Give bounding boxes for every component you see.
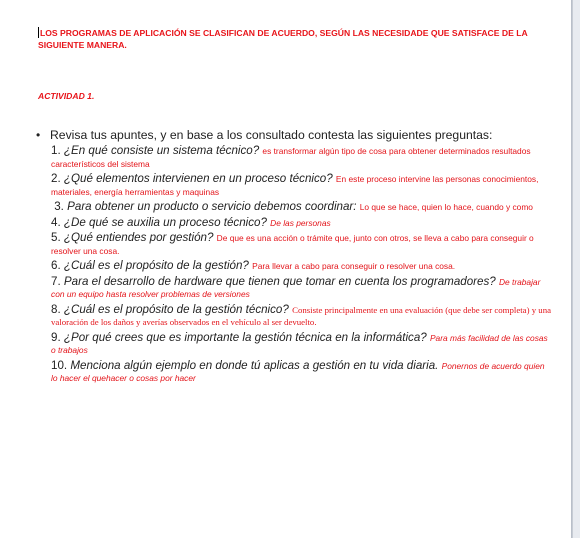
question-number: 7. (51, 274, 61, 288)
question-text: ¿Por qué crees que es importante la gestión técnica en la informática? (63, 330, 427, 344)
intro-paragraph (36, 128, 556, 143)
question-text: Para obtener un producto o servicio debemos coordinar: (67, 200, 357, 213)
question-item (51, 276, 551, 301)
question-number: 6. (51, 259, 61, 272)
question-item (51, 201, 551, 214)
question-number: 10. (51, 358, 68, 372)
question-text: ¿Cuál es el propósito de la gestión técnico? (63, 302, 289, 316)
question-list (51, 145, 551, 388)
bullet-icon: • (36, 128, 41, 142)
question-text: ¿Cuál es el propósito de la gestión? (63, 259, 249, 272)
question-item (51, 145, 551, 170)
answer-text: Para llevar a cabo para conseguir o resolver una cosa. (252, 261, 456, 271)
answer-text: es transformar algún tipo de cosa para obtener determinados resultados característicos del sistema (51, 146, 531, 169)
question-number: 3. (54, 200, 64, 213)
question-item (51, 360, 551, 385)
activity-title: ACTIVIDAD 1. (38, 91, 95, 101)
question-item (51, 332, 551, 357)
question-item (51, 232, 551, 257)
question-item (51, 304, 551, 329)
question-number: 2. (51, 172, 61, 185)
question-item (51, 173, 551, 198)
heading-text: LOS PROGRAMAS DE APLICACIÓN SE CLASIFICAN DE ACUERDO, SEGÚN LAS NECESIDADE QUE SATISFACE DE LA SIGUIENTE MANERA. (38, 28, 528, 50)
answer-text: En este proceso intervine las personas conocimientos, materiales, energía herramientas y maquinas (51, 174, 539, 197)
document-heading (38, 27, 528, 51)
question-text: ¿En qué consiste un sistema técnico? (63, 144, 260, 157)
answer-text: De las personas (270, 217, 331, 228)
answer-text: Ponernos de acuerdo quien lo hacer el quehacer o cosas por hacer (51, 360, 545, 383)
question-text: ¿Qué entiendes por gestión? (63, 231, 214, 244)
question-number: 9. (51, 330, 61, 344)
question-text: ¿De qué se auxilia un proceso técnico? (63, 215, 267, 229)
question-item (51, 260, 551, 273)
question-number: 4. (51, 215, 61, 229)
text-cursor (38, 27, 39, 38)
answer-text: De trabajar con un equipo hasta resolver problemas de versiones (51, 276, 541, 299)
question-text: ¿Qué elementos intervienen en un proceso técnico? (63, 172, 333, 185)
question-text: Para el desarrollo de hardware que tienen que tomar en cuenta los programadores? (63, 274, 496, 288)
answer-text: Lo que se hace, quien lo hace, cuando y como (359, 202, 533, 212)
answer-text: Consiste principalmente en una evaluación (que debe ser completa) y una valoración de los daños y averías observados en el vehículo al ser devuelto. (51, 304, 552, 327)
question-text: Menciona algún ejemplo en donde tú aplicas a gestión en tu vida diaria. (70, 358, 439, 372)
vertical-scrollbar[interactable] (572, 0, 580, 538)
answer-text: De que es una acción o trámite que, junto con otros, se lleva a cabo para conseguir o resolver una cosa. (51, 233, 534, 256)
question-item (51, 217, 551, 230)
question-number: 5. (51, 231, 61, 244)
question-number: 8. (51, 302, 61, 316)
answer-text: Para más facilidad de las cosas o trabajos (51, 332, 548, 355)
intro-text: Revisa tus apuntes, y en base a los consultado contesta las siguientes preguntas: (50, 128, 493, 142)
question-number: 1. (51, 144, 61, 157)
